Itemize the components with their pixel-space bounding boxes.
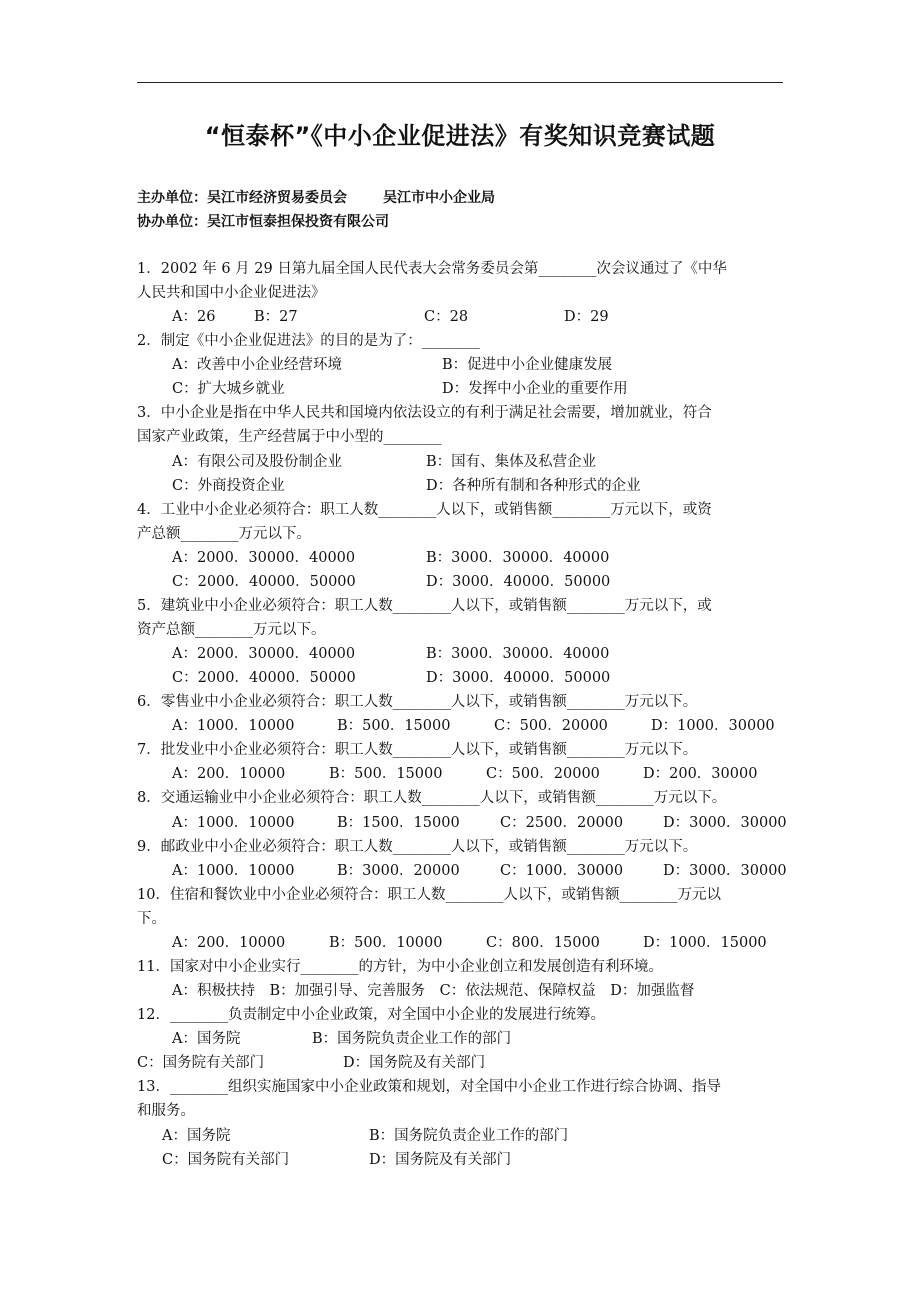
q3-option-c: C：外商投资企业 [172, 478, 285, 494]
q2-option-c: C：扩大城乡就业 [172, 381, 285, 397]
q7-option-d: D：200．30000 [643, 766, 758, 782]
question-5-cont: 资产总额________万元以下。 [137, 622, 326, 638]
question-13: 13．________组织实施国家中小企业政策和规划，对全国中小企业工作进行综合协调、指导 [137, 1079, 721, 1095]
q3-option-a: A：有限公司及股份制企业 [172, 454, 342, 470]
q13-option-c: C：国务院有关部门 [162, 1152, 290, 1168]
co-sponsor-label: 协办单位： [137, 214, 207, 230]
question-13-options-cd [162, 1151, 511, 1169]
q1-option-a: A：26 [172, 309, 216, 325]
question-10-options [172, 934, 767, 952]
q10-option-a: A：200．10000 [172, 935, 286, 951]
question-12-options-cd [137, 1054, 485, 1072]
question-4-cont: 产总额________万元以下。 [137, 526, 311, 542]
question-1: 1．2002 年 6 月 29 日第九届全国人民代表大会常务委员会第________次会议通过了《中华 [137, 261, 727, 277]
question-2: 2．制定《中小企业促进法》的目的是为了：________ [137, 333, 480, 349]
q4-option-b: B：3000．30000．40000 [426, 550, 610, 566]
q9-option-c: C：1000．30000 [500, 863, 624, 879]
q2-option-d: D：发挥中小企业的重要作用 [442, 381, 628, 397]
q7-option-a: A：200．10000 [172, 766, 286, 782]
q9-option-d: D：3000．30000 [663, 863, 787, 879]
question-4-options-ab [172, 549, 609, 567]
question-7: 7．批发业中小企业必须符合：职工人数________人以下，或销售额________万元以下。 [137, 742, 698, 758]
q2-option-a: A：改善中小企业经营环境 [172, 357, 342, 373]
q8-option-b: B：1500．15000 [337, 815, 460, 831]
question-2-options-ab [172, 356, 612, 374]
question-12: 12．________负责制定中小企业政策，对全国中小企业的发展进行统筹。 [137, 1007, 605, 1023]
question-8: 8．交通运输业中小企业必须符合：职工人数________人以下，或销售额________万元以下。 [137, 790, 727, 806]
q5-option-a: A：2000．30000．40000 [172, 646, 356, 662]
q8-option-a: A：1000．10000 [172, 815, 295, 831]
q5-option-b: B：3000．30000．40000 [426, 646, 610, 662]
q4-option-c: C：2000．40000．50000 [172, 574, 356, 590]
sponsor-1: 吴江市经济贸易委员会 [207, 190, 347, 206]
question-10: 10．住宿和餐饮业中小企业必须符合：职工人数________人以下，或销售额________万元以 [137, 887, 721, 903]
q12-option-b: B：国务院负责企业工作的部门 [312, 1031, 512, 1047]
q8-option-c: C：2500．20000 [500, 815, 624, 831]
question-13-options-ab [162, 1127, 568, 1145]
q10-option-d: D：1000．15000 [643, 935, 767, 951]
q5-option-d: D：3000．40000．50000 [426, 670, 611, 686]
q1-option-d: D：29 [564, 309, 609, 325]
sponsor-label: 主办单位： [137, 190, 207, 206]
q3-option-b: B：国有、集体及私营企业 [426, 454, 597, 470]
question-11-options: A：积极扶持 B：加强引导、完善服务 C：依法规范、保障权益 D：加强监督 [172, 983, 695, 999]
question-2-options-cd [172, 380, 628, 398]
question-3: 3．中小企业是指在中华人民共和国境内依法设立的有利于满足社会需要，增加就业，符合 [137, 405, 712, 421]
sponsor-line [137, 187, 495, 207]
question-3-options-ab [172, 453, 596, 471]
q12-option-d: D：国务院及有关部门 [343, 1055, 486, 1071]
q6-option-a: A：1000．10000 [172, 718, 295, 734]
question-6: 6．零售业中小企业必须符合：职工人数________人以下，或销售额________万元以下。 [137, 694, 698, 710]
question-12-options-ab [172, 1030, 511, 1048]
q5-option-c: C：2000．40000．50000 [172, 670, 356, 686]
question-5-options-ab [172, 645, 609, 663]
q12-option-a: A：国务院 [172, 1031, 241, 1047]
question-5: 5．建筑业中小企业必须符合：职工人数________人以下，或销售额________万元以下，或 [137, 598, 712, 614]
q1-option-c: C：28 [424, 309, 469, 325]
q9-option-b: B：3000．20000 [337, 863, 460, 879]
q10-option-c: C：800．15000 [486, 935, 600, 951]
question-10-cont: 下。 [137, 911, 166, 927]
question-9: 9．邮政业中小企业必须符合：职工人数________人以下，或销售额________万元以下。 [137, 839, 698, 855]
q10-option-b: B：500．10000 [329, 935, 443, 951]
question-4-options-cd [172, 573, 610, 591]
q4-option-d: D：3000．40000．50000 [426, 574, 611, 590]
question-9-options [172, 862, 787, 880]
q6-option-b: B：500．15000 [337, 718, 451, 734]
question-4: 4．工业中小企业必须符合：职工人数________人以下，或销售额________万元以下，或资 [137, 502, 712, 518]
co-sponsor: 吴江市恒泰担保投资有限公司 [207, 214, 389, 230]
question-3-options-cd [172, 477, 641, 495]
q2-option-b: B：促进中小企业健康发展 [442, 357, 613, 373]
question-7-options [172, 765, 757, 783]
sponsor-2: 吴江市中小企业局 [383, 190, 495, 206]
q7-option-c: C：500．20000 [486, 766, 600, 782]
q6-option-d: D：1000．30000 [651, 718, 775, 734]
q8-option-d: D：3000．30000 [663, 815, 787, 831]
q1-option-b: B：27 [254, 309, 298, 325]
question-11: 11．国家对中小企业实行________的方针，为中小企业创立和发展创造有利环境。 [137, 959, 663, 975]
q6-option-c: C：500．20000 [494, 718, 608, 734]
q3-option-d: D：各种所有制和各种形式的企业 [426, 478, 641, 494]
question-6-options [172, 717, 775, 735]
question-5-options-cd [172, 669, 610, 687]
q7-option-b: B：500．15000 [329, 766, 443, 782]
question-13-cont: 和服务。 [137, 1103, 195, 1119]
co-sponsor-line [137, 211, 389, 231]
question-8-options [172, 814, 787, 832]
q12-option-c: C：国务院有关部门 [137, 1055, 265, 1071]
question-3-cont: 国家产业政策，生产经营属于中小型的________ [137, 429, 442, 445]
question-1-options [172, 308, 609, 326]
q4-option-a: A：2000．30000．40000 [172, 550, 356, 566]
question-1-cont: 人民共和国中小企业促进法》 [137, 285, 326, 301]
q13-option-d: D：国务院及有关部门 [369, 1152, 512, 1168]
q9-option-a: A：1000．10000 [172, 863, 295, 879]
header-rule [137, 82, 783, 83]
q13-option-b: B：国务院负责企业工作的部门 [369, 1128, 569, 1144]
document-title: “恒泰杯”《中小企业促进法》有奖知识竞赛试题 [204, 122, 716, 150]
q13-option-a: A：国务院 [162, 1128, 231, 1144]
